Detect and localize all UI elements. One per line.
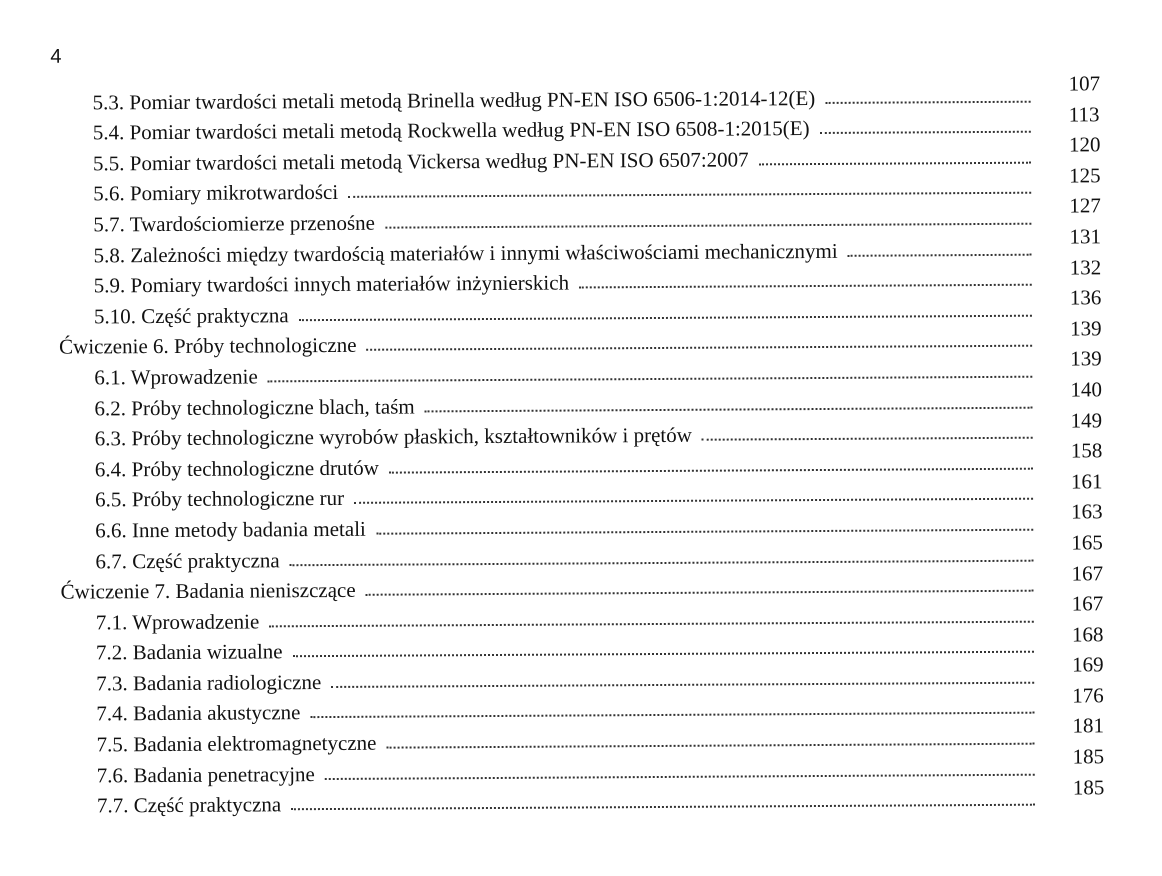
toc-dot-leader [389,467,1033,473]
toc-dot-leader [331,682,1034,688]
toc-dot-leader [702,437,1033,441]
toc-dot-leader [310,712,1034,718]
toc-entry-title: 7.3. Badania radiologiczne [96,669,322,696]
toc-entry-page-number: 158 [1070,438,1103,463]
toc-entry-page-number: 163 [1071,499,1103,524]
toc-entry-title: 6.3. Próby technologiczne wyrobów płaskich, kształtowników i prętów [94,422,692,451]
toc-entry-title: 5.4. Pomiar twardości metali metodą Rockwella według PN-EN ISO 6508-1:2015(E) [92,116,810,145]
toc-dot-leader [848,253,1032,256]
table-of-contents [1,71,1162,818]
toc-entry-page-number: 131 [1069,224,1102,249]
toc-dot-leader [354,498,1033,504]
toc-dot-leader [425,406,1033,412]
toc-dot-leader [299,314,1032,320]
toc-entry-title: 7.6. Badania penetracyjne [96,761,315,788]
toc-entry-page-number: 132 [1069,254,1102,280]
toc-entry-page-number: 168 [1071,621,1104,647]
toc-entry-title: Ćwiczenie 7. Badania nieniszczące [60,577,356,604]
toc-entry-page-number: 185 [1072,774,1105,800]
toc-entry-title: 5.5. Pomiar twardości metali metodą Vickersa według PN-EN ISO 6507:2007 [92,147,749,176]
toc-dot-leader [579,284,1032,289]
toc-entry-title: 5.6. Pomiary mikrotwardości [93,180,339,206]
page-number: 4 [50,45,62,68]
toc-entry-title: Ćwiczenie 6. Próby technologiczne [59,333,357,359]
toc-entry-title: 6.1. Wprowadzenie [94,364,258,390]
toc-entry-page-number: 107 [1068,71,1101,96]
toc-entry-page-number: 176 [1072,683,1104,708]
toc-entry-page-number: 120 [1068,132,1101,157]
toc-entry-page-number: 185 [1072,744,1105,769]
toc-entry-page-number: 167 [1071,591,1104,616]
toc-entry-page-number: 139 [1069,316,1102,341]
toc-dot-leader [291,804,1035,811]
toc-entry-title: 5.3. Pomiar twardości metali metodą Brinella według PN-EN ISO 6506-1:2014-12(E) [92,85,816,115]
toc-dot-leader [268,376,1033,383]
toc-entry-title: 6.2. Próby technologiczne blach, taśm [94,394,415,420]
toc-dot-leader [290,559,1034,566]
toc-entry-page-number: 149 [1070,407,1103,432]
toc-dot-leader [386,743,1034,749]
toc-entry-page-number: 165 [1071,530,1103,555]
toc-dot-leader [367,345,1033,351]
toc-entry-page-number: 139 [1070,346,1102,371]
toc-dot-leader [820,131,1031,134]
toc-entry-page-number: 167 [1071,560,1104,585]
toc-entry-title: 5.8. Zależności między twardością materiałów i innymi właściwościami mechanicznymi [93,238,838,267]
toc-entry-page-number: 169 [1072,652,1104,677]
toc-entry-title: 7.5. Badania elektromagnetyczne [96,730,377,757]
toc-dot-leader [366,590,1034,596]
toc-entry-title: 5.10. Część praktyczna [93,302,289,329]
toc-dot-leader [293,651,1034,658]
toc-entry-title: 7.7. Część praktyczna [96,792,282,818]
toc-entry-page-number: 127 [1069,193,1101,218]
toc-entry-title: 6.4. Próby technologiczne drutów [94,455,379,482]
toc-entry-title: 7.4. Badania akustyczne [96,700,301,726]
toc-dot-leader [348,192,1031,198]
toc-entry-title: 6.5. Próby technologiczne rur [94,486,345,512]
toc-entry-title: 6.6. Inne metody badania metali [95,516,366,543]
toc-entry-page-number: 113 [1068,101,1100,127]
toc-entry-title: 5.9. Pomiary twardości innych materiałów inżynierskich [93,270,570,298]
toc-entry-page-number: 181 [1072,713,1105,738]
toc-entry-title: 6.7. Część praktyczna [95,547,280,573]
toc-entry-page-number: 140 [1070,377,1102,402]
toc-dot-leader [269,620,1034,627]
toc-entry-page-number: 136 [1069,285,1102,310]
toc-entry-title: 7.2. Badania wizualne [95,639,283,665]
toc-dot-leader [825,100,1030,103]
toc-entry-page-number: 125 [1069,163,1101,188]
toc-dot-leader [385,223,1031,229]
toc-dot-leader [376,529,1033,535]
toc-dot-leader [759,161,1031,165]
toc-entry-title: 7.1. Wprowadzenie [95,609,260,635]
toc-dot-leader [325,773,1035,779]
toc-entry-title: 5.7. Twardościomierze przenośne [93,210,375,237]
toc-entry-page-number: 161 [1070,468,1103,494]
